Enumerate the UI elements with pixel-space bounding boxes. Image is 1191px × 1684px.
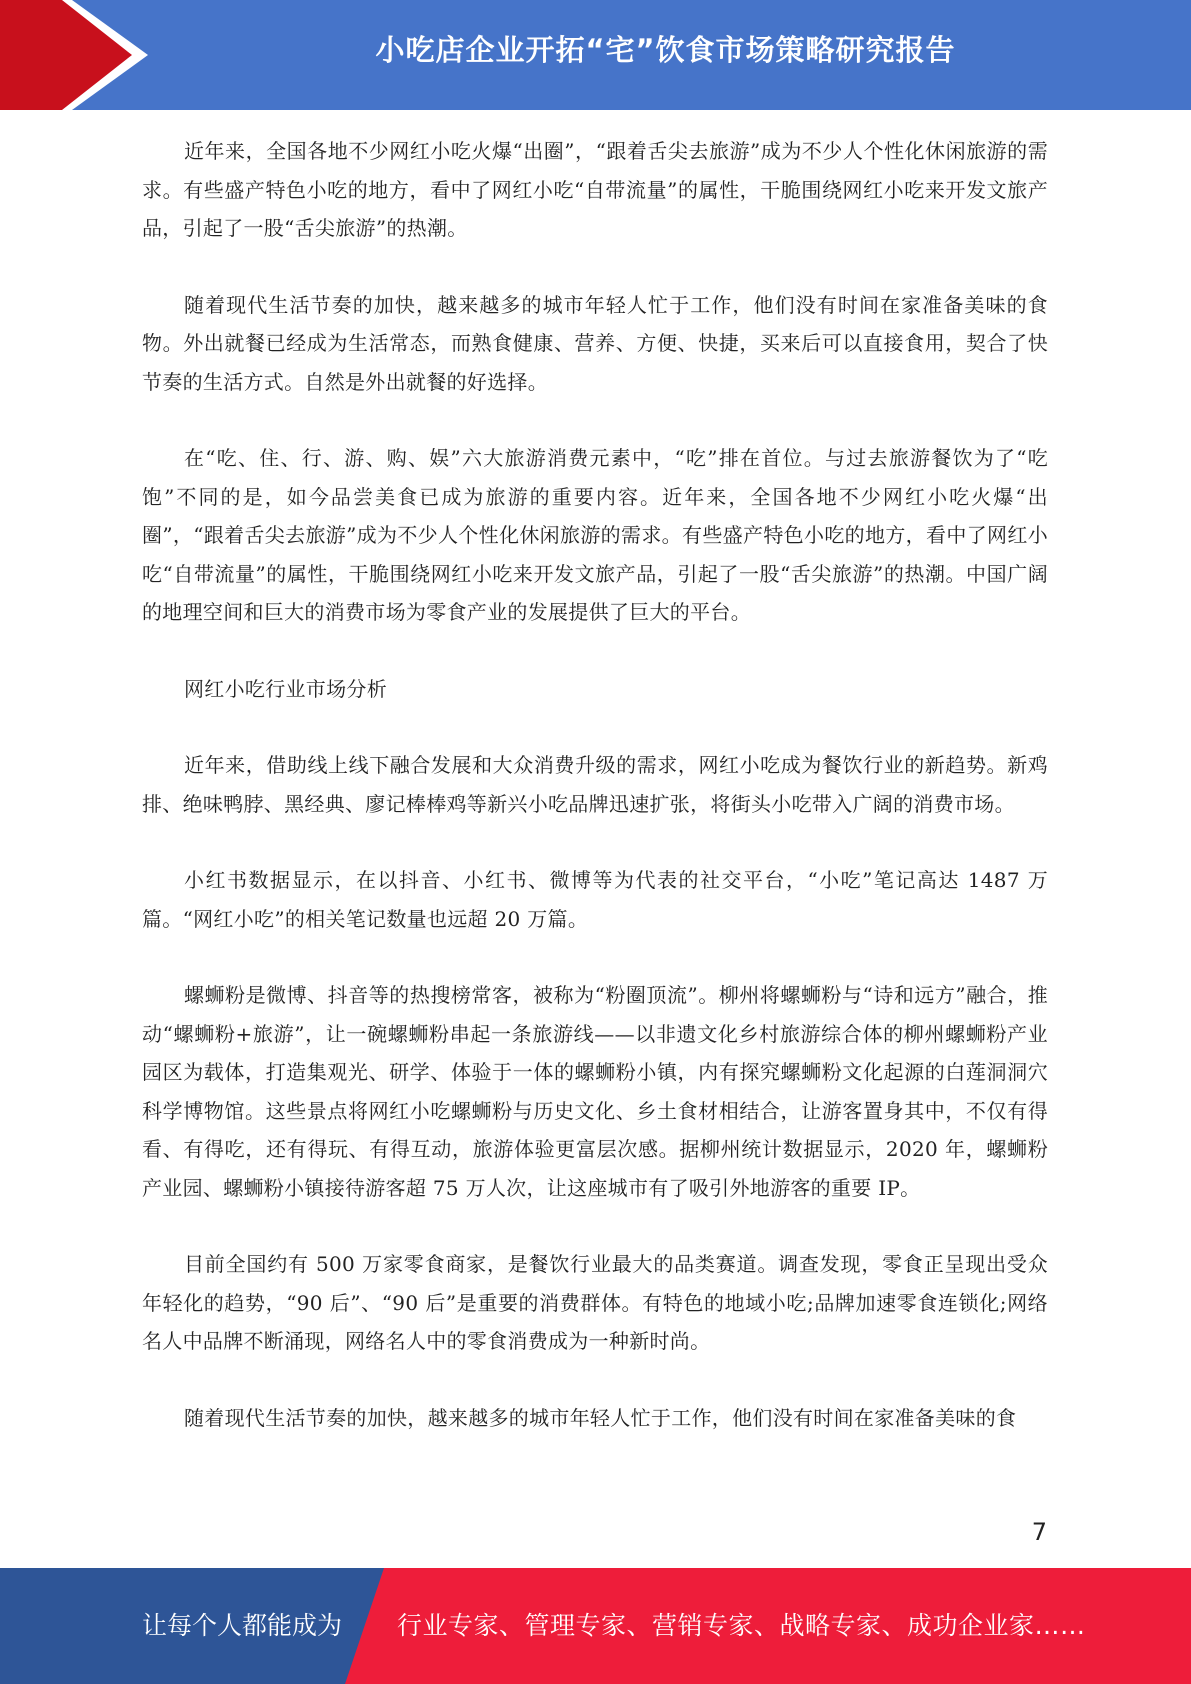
paragraph-tourism-consumption: 在“吃、住、行、游、购、娱”六大旅游消费元素中，“吃”排在首位。与过去旅游餐饮为了“吃饱”不同的是，如今品尝美食已成为旅游的重要内容。近年来，全国各地不少网红小吃火爆“出圈”，“跟着舌尖去旅游”成为不少人个性化休闲旅游的需求。有些盛产特色小吃的地方，看中了网红小吃“自带流量”的属性，干脆围绕网红小吃来开发文旅产品，引起了一股“舌尖旅游”的热潮。中国广阔的地理空间和巨大的消费市场为零食产业的发展提供了巨大的平台。: [142, 446, 1048, 624]
paragraph-intro-snack-tourism: 近年来，全国各地不少网红小吃火爆“出圈”，“跟着舌尖去旅游”成为不少人个性化休闲旅游的需求。有些盛产特色小吃的地方，看中了网红小吃“自带流量”的属性，干脆围绕网红小吃来开发文旅产品，引起了一股“舌尖旅游”的热潮。: [142, 139, 1048, 240]
paragraph-snack-merchants: 目前全国约有 500 万家零食商家，是餐饮行业最大的品类赛道。调查发现，零食正呈现出受众年轻化的趋势，“90 后”、“90 后”是重要的消费群体。有特色的地域小吃;品牌加速零食连锁化;网络名人中品牌不断涌现，网络名人中的零食消费成为一种新时尚。: [142, 1252, 1048, 1353]
page-number: 7: [1031, 1518, 1047, 1546]
document-title: 小吃店企业开拓“宅”饮食市场策略研究报告: [375, 33, 956, 67]
paragraph-fast-paced-life: 随着现代生活节奏的加快，越来越多的城市年轻人忙于工作，他们没有时间在家准备美味的食物。外出就餐已经成为生活常态，而熟食健康、营养、方便、快捷，买来后可以直接食用，契合了快节奏的生活方式。自然是外出就餐的好选择。: [142, 292, 1048, 394]
footer-slogan-right: 行业专家、管理专家、营销专家、战略专家、成功企业家……: [397, 1611, 1086, 1640]
page-footer: [0, 1568, 1191, 1684]
paragraph-online-offline-trend: 近年来，借助线上线下融合发展和大众消费升级的需求，网红小吃成为餐饮行业的新趋势。新鸡排、绝味鸭脖、黑经典、廖记棒棒鸡等新兴小吃品牌迅速扩张，将街头小吃带入广阔的消费市场。: [142, 753, 1048, 816]
footer-slogan-left: 让每个人都能成为: [142, 1611, 343, 1640]
paragraph-xiaohongshu-data: 小红书数据显示，在以抖音、小红书、微博等为代表的社交平台，“小吃”笔记高达 1487 万篇。“网红小吃”的相关笔记数量也远超 20 万篇。: [142, 868, 1048, 931]
paragraph-luosifen-case: 螺蛳粉是微博、抖音等的热搜榜常客，被称为“粉圈顶流”。柳州将螺蛳粉与“诗和远方”融合，推动“螺蛳粉+旅游”，让一碗螺蛳粉串起一条旅游线——以非遗文化乡村旅游综合体的柳州螺蛳粉产业园区为载体，打造集观光、研学、体验于一体的螺蛳粉小镇，内有探究螺蛳粉文化起源的白莲洞洞穴科学博物馆。这些景点将网红小吃螺蛳粉与历史文化、乡土食材相结合，让游客置身其中，不仅有得看、有得吃，还有得玩、有得互动，旅游体验更富层次感。据柳州统计数据显示，2020 年，螺蛳粉产业园、螺蛳粉小镇接待游客超 75 万人次，让这座城市有了吸引外地游客的重要 IP。: [142, 983, 1048, 1200]
report-body: [142, 132, 1048, 1475]
paragraph-continued: 随着现代生活节奏的加快，越来越多的城市年轻人忙于工作，他们没有时间在家准备美味的食: [184, 1405, 1017, 1430]
page-header: [0, 0, 1191, 110]
section-heading-market-analysis: 网红小吃行业市场分析: [184, 676, 387, 701]
